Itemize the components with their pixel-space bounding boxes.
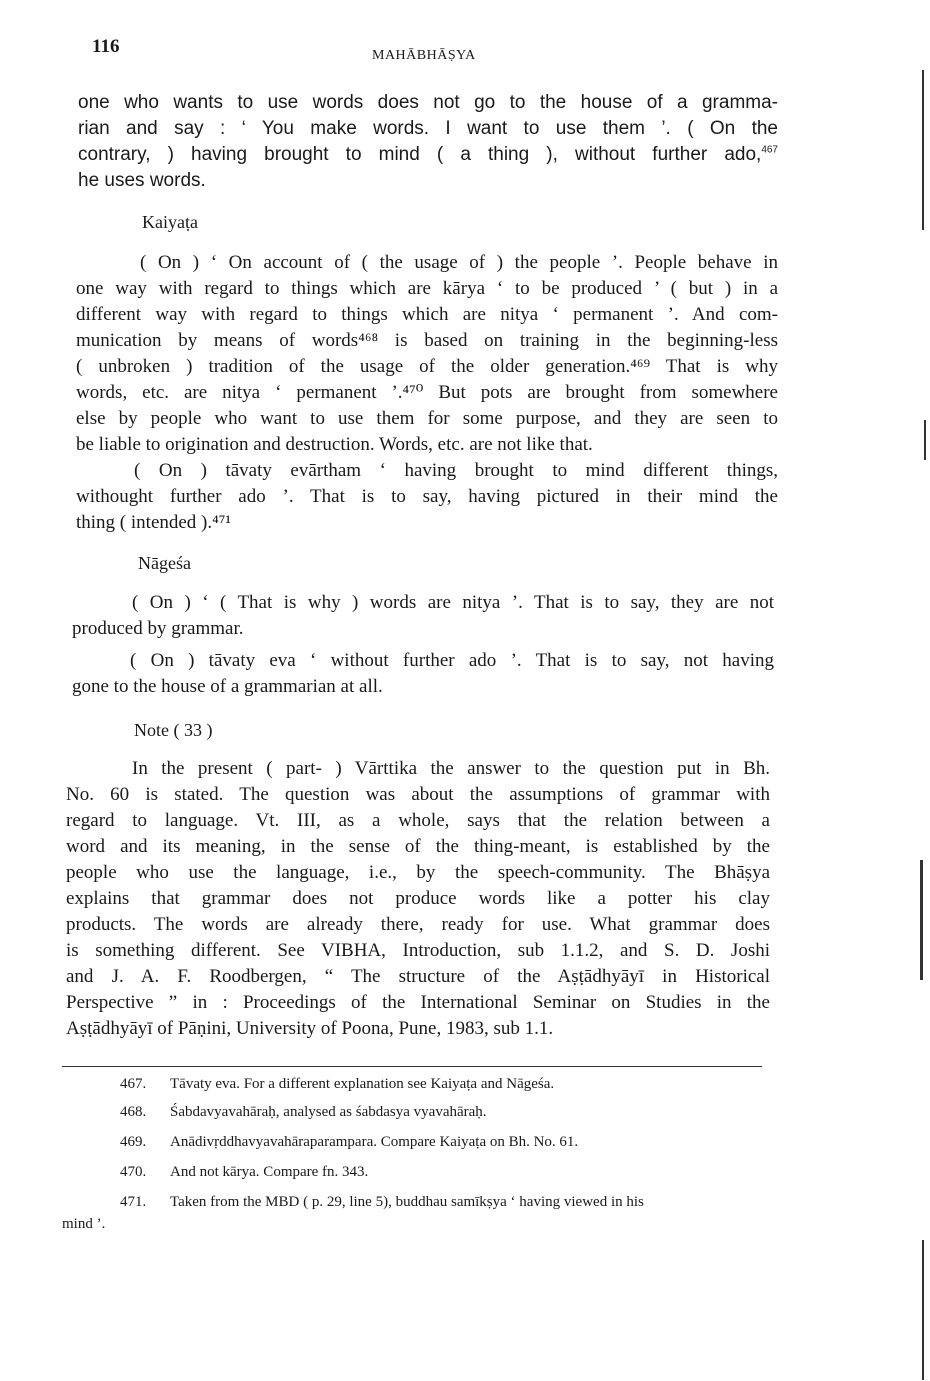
scan-edge-mark xyxy=(924,420,926,460)
text-line: No. 60 is stated. The question was about the assumptions of grammar with xyxy=(66,784,770,805)
text-line: ( On ) ‘ ( That is why ) words are nitya ’. That is to say, they are not xyxy=(132,592,774,613)
text-line: be liable to origination and destruction. Words, etc. are not like that. xyxy=(76,434,593,455)
running-title: MAHĀBHĀṢYA xyxy=(372,48,476,63)
text-line: products. The words are already there, ready for use. What grammar does xyxy=(66,914,770,935)
footnote-467: 467. Tāvaty eva. For a different explanation see Kaiyaṭa and Nāgeśa. xyxy=(120,1076,555,1092)
nagesa-heading: Nāgeśa xyxy=(138,553,191,573)
text-line: produced by grammar. xyxy=(72,618,244,639)
text-line: explains that grammar does not produce words like a potter his clay xyxy=(66,888,770,909)
text-line: regard to language. Vt. III, as a whole, says that the relation between a xyxy=(66,810,770,831)
text-line: contrary, ) having brought to mind ( a thing ), without further ado,$^{467}$ xyxy=(78,144,778,165)
text-line: people who use the language, i.e., by the speech-community. The Bhāṣya xyxy=(66,862,770,883)
text-line: munication by means of words⁴⁶⁸ is based on training in the beginning-less xyxy=(76,330,778,351)
text-line: ( On ) ‘ On account of ( the usage of ) the people ’. People behave in xyxy=(140,252,778,273)
footnote-470: 470. And not kārya. Compare fn. 343. xyxy=(120,1164,369,1180)
footnote-471: 471. Taken from the MBD ( p. 29, line 5), buddhau samīkṣya ‘ having viewed in his xyxy=(120,1194,644,1210)
text-line: one way with regard to things which are kārya ‘ to be produced ’ ( but ) in a xyxy=(76,278,778,299)
text-line: withought further ado ’. That is to say, having pictured in their mind the xyxy=(76,486,778,507)
scan-edge-mark xyxy=(922,1240,924,1380)
text-line: is something different. See VIBHA, Introduction, sub 1.1.2, and S. D. Joshi xyxy=(66,940,770,961)
kaiyata-heading: Kaiyaṭa xyxy=(142,212,198,232)
text-line: In the present ( part- ) Vārttika the answer to the question put in Bh. xyxy=(132,758,770,779)
footnote-rule xyxy=(62,1066,762,1067)
kaiyata-paragraph-2 xyxy=(76,458,778,536)
scan-edge-mark xyxy=(922,70,924,230)
text-line: he uses words. xyxy=(78,170,206,191)
text-line: words, etc. are nitya ‘ permanent ’.⁴⁷⁰ But pots are brought from somewhere xyxy=(76,382,778,403)
footnote-ref: 467 xyxy=(761,144,778,156)
note-heading: Note ( 33 ) xyxy=(134,720,213,740)
text-line: rian and say : ‘ You make words. I want to use them ’. ( On the xyxy=(78,118,778,139)
text-line: gone to the house of a grammarian at all. xyxy=(72,676,383,697)
opening-paragraph xyxy=(78,90,778,194)
text-line: word and its meaning, in the sense of the thing-meant, is established by the xyxy=(66,836,770,857)
footnote-468: 468. Śabdavyavahāraḥ, analysed as śabdasya vyavahāraḥ. xyxy=(120,1104,487,1120)
text-line: thing ( intended ).⁴⁷¹ xyxy=(76,512,232,533)
text-line: ( unbroken ) tradition of the usage of the older generation.⁴⁶⁹ That is why xyxy=(76,356,778,377)
nagesa-paragraph-2 xyxy=(72,648,774,700)
text-line: one who wants to use words does not go to the house of a gramma- xyxy=(78,92,778,113)
footnote-469: 469. Anādivṛddhavyavahāraparampara. Compare Kaiyaṭa on Bh. No. 61. xyxy=(120,1134,579,1150)
text-line: Aṣṭādhyāyī of Pāṇini, University of Poona, Pune, 1983, sub 1.1. xyxy=(66,1018,554,1039)
text-line: ( On ) tāvaty eva ‘ without further ado ’. That is to say, not having xyxy=(130,650,774,671)
nagesa-paragraph-1 xyxy=(72,590,774,642)
page-number: 116 xyxy=(92,36,120,57)
text-line: Perspective ” in : Proceedings of the International Seminar on Studies in the xyxy=(66,992,770,1013)
footnote-continuation: mind ’. xyxy=(62,1216,106,1232)
text-line: else by people who want to use them for some purpose, and they are seen to xyxy=(76,408,778,429)
text-line: ( On ) tāvaty evārtham ‘ having brought to mind different things, xyxy=(134,460,778,481)
kaiyata-paragraph-1 xyxy=(76,250,778,458)
scan-edge-mark xyxy=(920,860,923,980)
note-paragraph xyxy=(66,756,770,1042)
text-line: different way with regard to things which are nitya ‘ permanent ’. And com- xyxy=(76,304,778,325)
text-line: and J. A. F. Roodbergen, “ The structure of the Aṣṭādhyāyī in Historical xyxy=(66,966,770,987)
